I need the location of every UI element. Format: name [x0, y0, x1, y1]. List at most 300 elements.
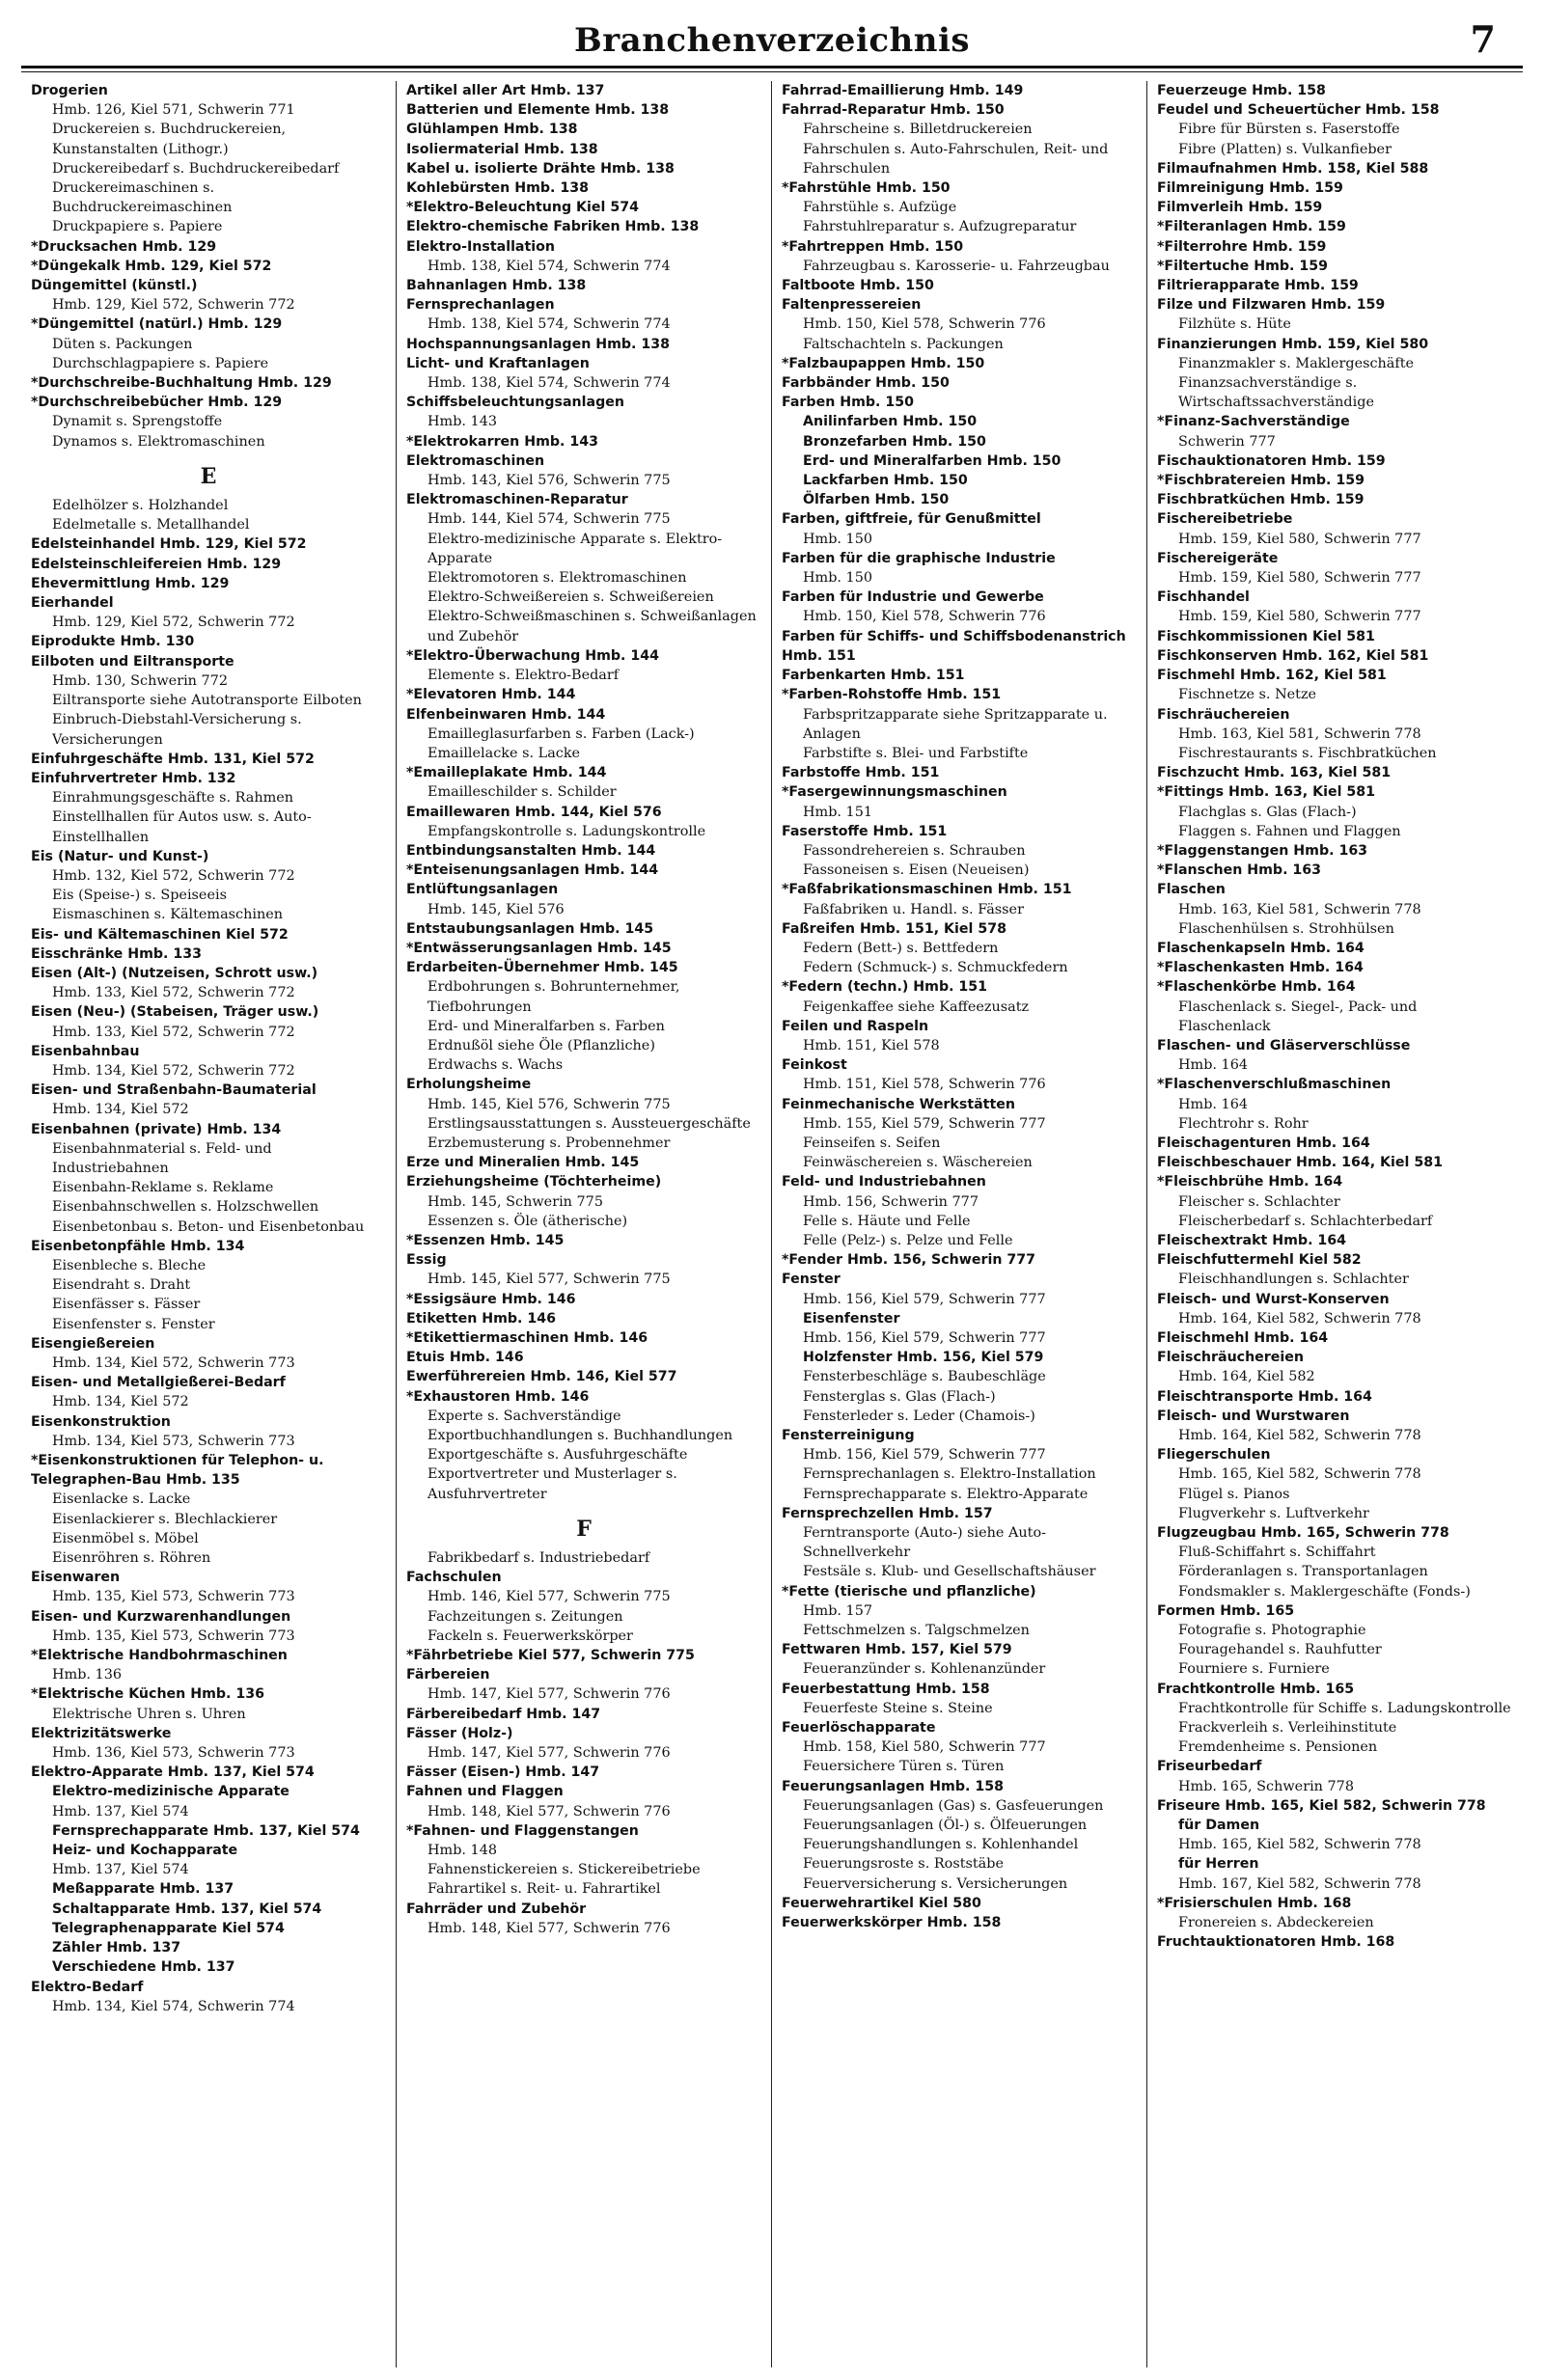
entry-detail: Hmb. 138, Kiel 574, Schwerin 774 [427, 316, 671, 333]
entry-detail: Fotografie s. Photographie [1178, 1623, 1366, 1639]
entry-heading: Elektro-Bedarf [31, 1979, 144, 1995]
entry-detail: Hmb. 164, Kiel 582, Schwerin 778 [1178, 1310, 1421, 1327]
entry-detail: Eismaschinen s. Kältemaschinen [52, 907, 284, 923]
entry-heading: Ewerführereien Hmb. 146, Kiel 577 [406, 1369, 677, 1385]
entry-detail: Felle s. Häute und Felle [803, 1213, 971, 1229]
entry-detail: Eisenbahnmaterial s. Feld- und Industriebahnen [52, 1140, 272, 1176]
entry-detail: Erstlingsausstattungen s. Aussteuergeschäfte [427, 1115, 751, 1132]
entry-heading: *Federn (techn.) Hmb. 151 [782, 979, 988, 996]
entry-heading: Fleischräuchereien [1157, 1350, 1305, 1366]
entry-heading: *Flanschen Hmb. 163 [1157, 862, 1322, 879]
entry-heading: Fleisch- und Wurst-Konserven [1157, 1291, 1390, 1307]
entry-heading: Feuerzeuge Hmb. 158 [1157, 83, 1326, 98]
entry-heading: Elfenbeinwaren Hmb. 144 [406, 706, 606, 723]
entry-detail: Hmb. 159, Kiel 580, Schwerin 777 [1178, 609, 1421, 625]
entry-heading: Farben für Schiffs- und Schiffsbodenanstrich Hmb. 151 [782, 628, 1126, 664]
entry-detail: Einrahmungsgeschäfte s. Rahmen [52, 790, 294, 807]
entry-detail: Eisendraht s. Draht [52, 1277, 191, 1294]
entry-detail: Frachtkontrolle für Schiffe s. Ladungskontrolle [1178, 1700, 1511, 1716]
entry-heading: Flugzeugbau Hmb. 165, Schwerin 778 [1157, 1525, 1449, 1542]
entry-heading: Farben, giftfreie, für Genußmittel [782, 511, 1041, 528]
entry-detail: Festsäle s. Klub- und Gesellschaftshäuser [803, 1564, 1096, 1580]
entry-heading: *Filterrohre Hmb. 159 [1157, 238, 1327, 255]
entry-heading: Emaillewaren Hmb. 144, Kiel 576 [406, 804, 662, 820]
entry-heading: *Fender Hmb. 156, Schwerin 777 [782, 1252, 1036, 1269]
entry-heading: *Etikettiermaschinen Hmb. 146 [406, 1330, 648, 1346]
entry-detail: Hmb. 134, Kiel 572, Schwerin 773 [52, 1355, 295, 1371]
entry-heading: Fischkommissionen Kiel 581 [1157, 628, 1375, 644]
entry-heading: Edelsteinhandel Hmb. 129, Kiel 572 [31, 536, 307, 553]
entry-detail: Hmb. 133, Kiel 572, Schwerin 772 [52, 985, 295, 1001]
entry-heading: Flaschen- und Gläserverschlüsse [1157, 1037, 1411, 1053]
entry-detail: Fleischerbedarf s. Schlachterbedarf [1178, 1213, 1433, 1229]
entry-heading: Fleischbeschauer Hmb. 164, Kiel 581 [1157, 1155, 1443, 1171]
entry-detail: Emailleglasurfarben s. Farben (Lack-) [427, 725, 695, 742]
entry-heading: Elektromaschinen [406, 452, 545, 469]
entry-subheading: für Herren [1178, 1856, 1259, 1873]
entry-detail: Hmb. 134, Kiel 574, Schwerin 774 [52, 1998, 295, 2014]
entry-detail: Eisenmöbel s. Möbel [52, 1530, 199, 1546]
entry-heading: *Flaschenkörbe Hmb. 164 [1157, 979, 1356, 996]
entry-heading: Eis- und Kältemaschinen Kiel 572 [31, 926, 289, 943]
entry-detail: Hmb. 164 [1178, 1096, 1249, 1112]
entry-heading: Filmverleih Hmb. 159 [1157, 200, 1323, 216]
entry-detail: Feinwäschereien s. Wäschereien [803, 1155, 1033, 1171]
entry-detail: Hmb. 148 [427, 1843, 498, 1859]
entry-detail: Hmb. 163, Kiel 581, Schwerin 778 [1178, 725, 1421, 742]
entry-heading: *Farben-Rohstoffe Hmb. 151 [782, 687, 1002, 703]
page-title: Branchenverzeichnis [573, 21, 971, 60]
column-3 [772, 81, 1147, 2367]
entry-detail: Experte s. Sachverständige [427, 1408, 621, 1424]
entry-detail: Fibre (Platten) s. Vulkanfieber [1178, 141, 1392, 157]
entry-detail: Farbspritzapparate siehe Spritzapparate u. Anlagen [803, 706, 1108, 742]
entry-detail: Edelhölzer s. Holzhandel [52, 498, 229, 514]
entry-heading: *Flaschenkasten Hmb. 164 [1157, 960, 1364, 976]
entry-heading: Kabel u. isolierte Drähte Hmb. 138 [406, 160, 675, 177]
entry-heading: Fahrräder und Zubehör [406, 1901, 587, 1917]
entry-heading: Elektro-Apparate Hmb. 137, Kiel 574 [31, 1764, 315, 1781]
entry-heading: Fleischtransporte Hmb. 164 [1157, 1388, 1372, 1405]
entry-detail: Eisenbleche s. Bleche [52, 1257, 207, 1273]
entry-detail: Fleischhandlungen s. Schlachter [1178, 1272, 1409, 1288]
entry-heading: Elektro-Installation [406, 238, 555, 255]
entry-subheading: Verschiedene Hmb. 137 [52, 1959, 235, 1976]
entry-heading: *Düngekalk Hmb. 129, Kiel 572 [31, 258, 272, 274]
entry-heading: Entbindungsanstalten Hmb. 144 [406, 842, 656, 859]
entry-heading: Fleischfuttermehl Kiel 582 [1157, 1252, 1362, 1269]
entry-detail: Fischnetze s. Netze [1178, 687, 1317, 703]
entry-detail: Hmb. 164, Kiel 582 [1178, 1369, 1315, 1385]
entry-heading: Eilboten und Eiltransporte [31, 653, 234, 670]
entry-detail: Fettschmelzen s. Talgschmelzen [803, 1623, 1030, 1639]
entry-detail: Eiltransporte siehe Autotransporte Eilboten [52, 693, 362, 709]
entry-heading: Etiketten Hmb. 146 [406, 1310, 556, 1327]
entry-detail: Fernsprechapparate s. Elektro-Apparate [803, 1486, 1089, 1502]
entry-detail: Hmb. 137, Kiel 574 [52, 1803, 189, 1819]
entry-subheading: Ölfarben Hmb. 150 [803, 492, 950, 508]
entry-subheading: Anilinfarben Hmb. 150 [803, 414, 978, 430]
entry-heading: Fischhandel [1157, 589, 1250, 606]
entry-subheading: für Damen [1178, 1818, 1260, 1834]
entry-heading: Fischräuchereien [1157, 706, 1290, 723]
entry-heading: Fettwaren Hmb. 157, Kiel 579 [782, 1642, 1012, 1658]
entry-heading: Filze und Filzwaren Hmb. 159 [1157, 297, 1386, 314]
entry-detail: Hmb. 165, Schwerin 778 [1178, 1778, 1354, 1794]
entry-detail: Dynamos s. Elektromaschinen [52, 433, 265, 450]
entry-detail: Hmb. 137, Kiel 574 [52, 1862, 189, 1878]
entry-heading: Eis (Natur- und Kunst-) [31, 848, 209, 864]
entry-heading: *Elevatoren Hmb. 144 [406, 687, 576, 703]
entry-heading: Fischmehl Hmb. 162, Kiel 581 [1157, 668, 1387, 684]
entry-heading: Fernsprechzellen Hmb. 157 [782, 1505, 993, 1521]
entry-detail: Hmb. 157 [803, 1602, 873, 1619]
entry-detail: Fremdenheime s. Pensionen [1178, 1739, 1378, 1756]
entry-detail: Feigenkaffee siehe Kaffeezusatz [803, 999, 1030, 1015]
entry-detail: Hmb. 135, Kiel 573, Schwerin 773 [52, 1628, 295, 1644]
entry-detail: Feuerfeste Steine s. Steine [803, 1700, 993, 1716]
entry-detail: Emaillelacke s. Lacke [427, 745, 581, 761]
entry-heading: Fischbratküchen Hmb. 159 [1157, 492, 1365, 508]
entry-detail: Erdbohrungen s. Bohrunternehmer, Tiefbohrungen [427, 979, 680, 1015]
entry-heading: *Durchschreibebücher Hmb. 129 [31, 395, 283, 411]
entry-detail: Dynamit s. Sprengstoffe [52, 414, 223, 430]
entry-heading: Fliegerschulen [1157, 1447, 1271, 1464]
entry-detail: Schwerin 777 [1178, 433, 1276, 450]
entry-detail: Hmb. 134, Kiel 572 [52, 1394, 189, 1410]
entry-heading: Entlüftungsanlagen [406, 882, 559, 898]
entry-detail: Flaschenhülsen s. Strohhülsen [1178, 920, 1394, 937]
entry-detail: Eisenbetonbau s. Beton- und Eisenbetonbau [52, 1218, 365, 1235]
entry-detail: Hmb. 167, Kiel 582, Schwerin 778 [1178, 1875, 1421, 1892]
entry-detail: Hmb. 156, Kiel 579, Schwerin 777 [803, 1447, 1046, 1464]
entry-heading: *Faßfabrikationsmaschinen Hmb. 151 [782, 882, 1072, 898]
entry-detail: Feueranzünder s. Kohlenanzünder [803, 1661, 1046, 1678]
entry-detail: Hmb. 151, Kiel 578, Schwerin 776 [803, 1077, 1046, 1093]
entry-heading: Eisen (Alt-) (Nutzeisen, Schrott usw.) [31, 965, 318, 981]
entry-detail: Fluß-Schiffahrt s. Schiffahrt [1178, 1545, 1376, 1561]
entry-heading: Farben Hmb. 150 [782, 395, 915, 411]
entry-heading: Filtrierapparate Hmb. 159 [1157, 278, 1359, 294]
entry-heading: Kohlebürsten Hmb. 138 [406, 180, 589, 197]
entry-detail: Hmb. 165, Kiel 582, Schwerin 778 [1178, 1466, 1421, 1483]
entry-heading: *Emailleplakate Hmb. 144 [406, 765, 607, 781]
entry-heading: Fernsprechanlagen [406, 297, 555, 314]
entry-heading: Einfuhrvertreter Hmb. 132 [31, 770, 236, 786]
entry-heading: Fischkonserven Hmb. 162, Kiel 581 [1157, 647, 1429, 664]
entry-detail: Hmb. 138, Kiel 574, Schwerin 774 [427, 258, 671, 274]
entry-heading: Elektromaschinen-Reparatur [406, 492, 628, 508]
column-1 [21, 81, 397, 2367]
entry-detail: Fahrartikel s. Reit- u. Fahrartikel [427, 1881, 661, 1898]
entry-heading: *Durchschreibe-Buchhaltung Hmb. 129 [31, 375, 332, 392]
entry-heading: Eisenbetonpfähle Hmb. 134 [31, 1238, 245, 1254]
entry-heading: Fischauktionatoren Hmb. 159 [1157, 452, 1386, 469]
entry-detail: Flaschenlack s. Siegel-, Pack- und Flaschenlack [1178, 999, 1418, 1034]
entry-detail: Feuersichere Türen s. Türen [803, 1759, 1005, 1775]
entry-subheading: Eisenfenster [803, 1310, 900, 1327]
entry-heading: Eisschränke Hmb. 133 [31, 945, 202, 962]
entry-heading: Fahrrad-Emaillierung Hmb. 149 [782, 83, 1024, 98]
entry-heading: Erholungsheime [406, 1077, 532, 1093]
entry-subheading: Schaltapparate Hmb. 137, Kiel 574 [52, 1901, 322, 1917]
entry-heading: *Fasergewinnungsmaschinen [782, 784, 1007, 801]
entry-heading: Eisenbahnbau [31, 1043, 140, 1059]
entry-detail: Exportvertreter und Musterlager s. Ausfuhrvertreter [427, 1466, 677, 1502]
entry-detail: Fackeln s. Feuerwerkskörper [427, 1628, 633, 1644]
entry-heading: Edelsteinschleifereien Hmb. 129 [31, 556, 282, 572]
entry-heading: *Fährbetriebe Kiel 577, Schwerin 775 [406, 1648, 695, 1664]
entry-detail: Federn (Schmuck-) s. Schmuckfedern [803, 960, 1068, 976]
entry-heading: Flaschenkapseln Hmb. 164 [1157, 940, 1365, 956]
entry-heading: Hochspannungsanlagen Hmb. 138 [406, 336, 670, 352]
entry-detail: Hmb. 129, Kiel 572, Schwerin 772 [52, 615, 295, 631]
entry-detail: Flechtrohr s. Rohr [1178, 1115, 1309, 1132]
entry-heading: *Finanz-Sachverständige [1157, 414, 1350, 430]
entry-heading: Eierhandel [31, 595, 114, 612]
entry-detail: Einstellhallen für Autos usw. s. Auto-Einstellhallen [52, 809, 312, 845]
entry-detail: Fahrschulen s. Auto-Fahrschulen, Reit- und Fahrschulen [803, 141, 1109, 177]
entry-heading: *Entwässerungsanlagen Hmb. 145 [406, 940, 672, 956]
entry-detail: Flaggen s. Fahnen und Flaggen [1178, 823, 1401, 839]
entry-heading: Eisen (Neu-) (Stabeisen, Träger usw.) [31, 1004, 319, 1021]
entry-heading: *Fischbratereien Hmb. 159 [1157, 473, 1365, 489]
entry-detail: Eisenbahn-Reklame s. Reklame [52, 1180, 274, 1196]
entry-heading: *Filtertuche Hmb. 159 [1157, 258, 1328, 274]
entry-heading: *Elektro-Beleuchtung Kiel 574 [406, 200, 639, 216]
entry-detail: Edelmetalle s. Metallhandel [52, 517, 250, 533]
entry-heading: Farbbänder Hmb. 150 [782, 375, 950, 392]
entry-detail: Fourniere s. Furniere [1178, 1661, 1330, 1678]
entry-heading: Fischzucht Hmb. 163, Kiel 581 [1157, 765, 1392, 781]
entry-heading: *Falzbaupappen Hmb. 150 [782, 355, 985, 371]
entry-detail: Hmb. 156, Kiel 579, Schwerin 777 [803, 1291, 1046, 1307]
entry-detail: Hmb. 156, Kiel 579, Schwerin 777 [803, 1330, 1046, 1346]
entry-subheading: Telegraphenapparate Kiel 574 [52, 1920, 285, 1936]
entry-detail: Druckereimaschinen s. Buchdruckereimaschinen [52, 180, 233, 216]
entry-detail: Feuerversicherung s. Versicherungen [803, 1875, 1068, 1892]
entry-detail: Hmb. 129, Kiel 572, Schwerin 772 [52, 297, 295, 314]
entry-detail: Fahrstühle s. Aufzüge [803, 200, 957, 216]
entry-heading: *Exhaustoren Hmb. 146 [406, 1388, 590, 1405]
entry-subheading: Lackfarben Hmb. 150 [803, 473, 968, 489]
entry-detail: Eisenlacke s. Lacke [52, 1491, 191, 1508]
entry-heading: Flaschen [1157, 882, 1226, 898]
entry-heading: Licht- und Kraftanlagen [406, 355, 590, 371]
entry-detail: Exportgeschäfte s. Ausfuhrgeschäfte [427, 1447, 688, 1464]
entry-heading: Glühlampen Hmb. 138 [406, 122, 578, 138]
entry-detail: Erd- und Mineralfarben s. Farben [427, 1018, 665, 1034]
entry-detail: Hmb. 164 [1178, 1057, 1249, 1074]
entry-detail: Fahrzeugbau s. Karosserie- u. Fahrzeugbau [803, 258, 1110, 274]
entry-detail: Hmb. 163, Kiel 581, Schwerin 778 [1178, 901, 1421, 917]
entry-heading: Feinmechanische Werkstätten [782, 1096, 1015, 1112]
entry-detail: Hmb. 145, Kiel 577, Schwerin 775 [427, 1272, 671, 1288]
entry-heading: Fischereibetriebe [1157, 511, 1293, 528]
entry-heading: Eisen- und Kurzwarenhandlungen [31, 1608, 291, 1625]
entry-heading: Finanzierungen Hmb. 159, Kiel 580 [1157, 336, 1429, 352]
entry-detail: Hmb. 138, Kiel 574, Schwerin 774 [427, 375, 671, 392]
entry-heading: Fässer (Holz-) [406, 1725, 513, 1741]
entry-heading: Feinkost [782, 1057, 847, 1074]
entry-heading: *Essenzen Hmb. 145 [406, 1232, 565, 1248]
entry-detail: Faßfabriken u. Handl. s. Fässer [803, 901, 1024, 917]
entry-detail: Feuerungsanlagen (Öl-) s. Ölfeuerungen [803, 1818, 1088, 1834]
entry-detail: Hmb. 148, Kiel 577, Schwerin 776 [427, 1920, 671, 1936]
entry-detail: Druckereien s. Buchdruckereien, Kunstanstalten (Lithogr.) [52, 122, 287, 157]
entry-detail: Exportbuchhandlungen s. Buchhandlungen [427, 1428, 733, 1444]
entry-detail: Hmb. 148, Kiel 577, Schwerin 776 [427, 1803, 671, 1819]
entry-detail: Förderanlagen s. Transportanlagen [1178, 1564, 1428, 1580]
entry-detail: Hmb. 156, Schwerin 777 [803, 1193, 979, 1210]
entry-heading: Filmreinigung Hmb. 159 [1157, 180, 1343, 197]
entry-heading: Feuerlöschapparate [782, 1720, 936, 1737]
entry-heading: Elektrizitätswerke [31, 1725, 172, 1741]
entry-heading: Isoliermaterial Hmb. 138 [406, 141, 598, 157]
entry-detail: Hmb. 136 [52, 1667, 123, 1683]
column-2 [397, 81, 772, 2367]
entry-detail: Hmb. 159, Kiel 580, Schwerin 777 [1178, 570, 1421, 587]
entry-detail: Fachzeitungen s. Zeitungen [427, 1608, 623, 1625]
entry-heading: *Filteranlagen Hmb. 159 [1157, 219, 1346, 235]
entry-heading: Faßreifen Hmb. 151, Kiel 578 [782, 920, 1006, 937]
entry-detail: Emailleschilder s. Schilder [427, 784, 617, 801]
entry-heading: *Elektrische Küchen Hmb. 136 [31, 1686, 264, 1703]
entry-detail: Fensterbeschläge s. Baubeschläge [803, 1369, 1046, 1385]
entry-detail: Hmb. 150, Kiel 578, Schwerin 776 [803, 316, 1046, 333]
entry-detail: Eisenfässer s. Fässer [52, 1297, 201, 1313]
entry-detail: Elektro-Schweißereien s. Schweißereien [427, 589, 714, 606]
entry-detail: Essenzen s. Öle (ätherische) [427, 1213, 628, 1229]
entry-heading: Fahrrad-Reparatur Hmb. 150 [782, 102, 1005, 119]
entry-detail: Fensterleder s. Leder (Chamois-) [803, 1408, 1035, 1424]
entry-detail: Hmb. 145, Kiel 576, Schwerin 775 [427, 1096, 671, 1112]
header-rule-thin [21, 71, 1523, 72]
entry-heading: *Flaschenverschlußmaschinen [1157, 1077, 1392, 1093]
entry-detail: Fahrscheine s. Billetdruckereien [803, 122, 1033, 138]
entry-subheading: Holzfenster Hmb. 156, Kiel 579 [803, 1350, 1044, 1366]
entry-heading: Düngemittel (künstl.) [31, 278, 198, 294]
entry-heading: Elektro-chemische Fabriken Hmb. 138 [406, 219, 700, 235]
entry-detail: Fondsmakler s. Maklergeschäfte (Fonds-) [1178, 1583, 1471, 1600]
entry-detail: Einbruch-Diebstahl-Versicherung s. Versicherungen [52, 712, 302, 748]
entry-detail: Federn (Bett-) s. Bettfedern [803, 940, 999, 956]
entry-heading: *Elektrische Handbohrmaschinen [31, 1648, 288, 1664]
entry-heading: Fischereigeräte [1157, 550, 1279, 566]
entry-heading: Feld- und Industriebahnen [782, 1174, 986, 1190]
entry-heading: Friseurbedarf [1157, 1759, 1262, 1775]
entry-detail: Hmb. 126, Kiel 571, Schwerin 771 [52, 102, 295, 119]
entry-heading: Eisengießereien [31, 1335, 155, 1352]
entry-subheading: Bronzefarben Hmb. 150 [803, 433, 986, 450]
entry-heading: *Fahnen- und Flaggenstangen [406, 1822, 639, 1839]
entry-heading: Fenster [782, 1272, 841, 1288]
entry-heading: Eisenbahnen (private) Hmb. 134 [31, 1121, 282, 1137]
entry-heading: Faltboote Hmb. 150 [782, 278, 934, 294]
entry-heading: *Eisenkonstruktionen für Telephon- u. Telegraphen-Bau Hmb. 135 [31, 1453, 324, 1489]
entry-heading: Fleisch- und Wurstwaren [1157, 1408, 1350, 1424]
entry-heading: *Elektrokarren Hmb. 143 [406, 433, 598, 450]
entry-detail: Hmb. 130, Schwerin 772 [52, 672, 228, 689]
entry-detail: Hmb. 134, Kiel 572 [52, 1102, 189, 1118]
entry-heading: *Drucksachen Hmb. 129 [31, 238, 217, 255]
entry-heading: Färbereibedarf Hmb. 147 [406, 1706, 601, 1722]
entry-heading: Essig [406, 1252, 447, 1269]
entry-detail: Fassoneisen s. Eisen (Neueisen) [803, 862, 1030, 879]
entry-heading: Batterien und Elemente Hmb. 138 [406, 102, 670, 119]
entry-heading: Friseure Hmb. 165, Kiel 582, Schwerin 778 [1157, 1797, 1486, 1814]
entry-detail: Fibre für Bürsten s. Faserstoffe [1178, 122, 1400, 138]
entry-heading: Artikel aller Art Hmb. 137 [406, 83, 605, 98]
entry-detail: Hmb. 136, Kiel 573, Schwerin 773 [52, 1745, 295, 1762]
entry-subheading: Heiz- und Kochapparate [52, 1843, 238, 1859]
entry-subheading: Elektro-medizinische Apparate [52, 1784, 290, 1800]
entry-heading: Eisen- und Straßenbahn-Baumaterial [31, 1082, 317, 1099]
entry-heading: *Frisierschulen Hmb. 168 [1157, 1895, 1352, 1911]
entry-heading: *Essigsäure Hmb. 146 [406, 1291, 576, 1307]
entry-heading: Etuis Hmb. 146 [406, 1350, 524, 1366]
entry-heading: Färbereien [406, 1667, 490, 1683]
entry-heading: Farbstoffe Hmb. 151 [782, 765, 940, 781]
entry-detail: Hmb. 143 [427, 414, 498, 430]
entry-heading: *Flaggenstangen Hmb. 163 [1157, 842, 1368, 859]
entry-detail: Fensterglas s. Glas (Flach-) [803, 1388, 996, 1405]
directory-columns [21, 81, 1523, 2367]
entry-detail: Fahnenstickereien s. Stickereibetriebe [427, 1862, 701, 1878]
entry-heading: Entstaubungsanlagen Hmb. 145 [406, 920, 654, 937]
entry-heading: Filmaufnahmen Hmb. 158, Kiel 588 [1157, 160, 1429, 177]
entry-detail: Hmb. 151, Kiel 578 [803, 1037, 940, 1053]
entry-heading: Feuerbestattung Hmb. 158 [782, 1681, 990, 1697]
entry-heading: Fleischagenturen Hmb. 164 [1157, 1135, 1370, 1151]
entry-detail: Hmb. 133, Kiel 572, Schwerin 772 [52, 1024, 295, 1040]
entry-heading: Ehevermittlung Hmb. 129 [31, 575, 230, 591]
entry-heading: Eisen- und Metallgießerei-Bedarf [31, 1375, 286, 1391]
entry-heading: Farbenkarten Hmb. 151 [782, 668, 965, 684]
entry-heading: *Elektro-Überwachung Hmb. 144 [406, 647, 659, 664]
entry-detail: Feuerungsanlagen (Gas) s. Gasfeuerungen [803, 1797, 1104, 1814]
entry-detail: Hmb. 144, Kiel 574, Schwerin 775 [427, 511, 671, 528]
entry-detail: Faltschachteln s. Packungen [803, 336, 1004, 352]
entry-detail: Feinseifen s. Seifen [803, 1135, 941, 1151]
entry-heading: Fensterreinigung [782, 1428, 915, 1444]
entry-subheading: Zähler Hmb. 137 [52, 1940, 181, 1956]
entry-heading: Eisenwaren [31, 1570, 121, 1586]
entry-heading: Fleischmehl Hmb. 164 [1157, 1330, 1329, 1346]
entry-heading: Faserstoffe Hmb. 151 [782, 823, 948, 839]
entry-detail: Elektro-medizinische Apparate s. Elektro-Apparate [427, 531, 723, 566]
entry-detail: Fabrikbedarf s. Industriebedarf [427, 1550, 650, 1567]
entry-heading: Drogerien [31, 83, 108, 98]
entry-detail: Flügel s. Pianos [1178, 1486, 1290, 1502]
entry-detail: Fahrstuhlreparatur s. Aufzugreparatur [803, 219, 1077, 235]
entry-detail: Feuerungsroste s. Roststäbe [803, 1856, 1004, 1873]
entry-detail: Erzbemusterung s. Probennehmer [427, 1135, 671, 1151]
entry-heading: Farben für Industrie und Gewerbe [782, 589, 1044, 606]
letter-heading: E [200, 463, 217, 489]
entry-detail: Druckpapiere s. Papiere [52, 219, 223, 235]
entry-heading: Eisenkonstruktion [31, 1413, 171, 1430]
entry-heading: *Fittings Hmb. 163, Kiel 581 [1157, 784, 1376, 801]
entry-detail: Elemente s. Elektro-Bedarf [427, 668, 620, 684]
entry-detail: Elektro-Schweißmaschinen s. Schweißanlagen und Zubehör [427, 609, 757, 644]
entry-detail: Hmb. 165, Kiel 582, Schwerin 778 [1178, 1837, 1421, 1853]
entry-detail: Felle (Pelz-) s. Pelze und Felle [803, 1232, 1013, 1248]
entry-detail: Frackverleih s. Verleihinstitute [1178, 1720, 1397, 1737]
entry-detail: Hmb. 145, Schwerin 775 [427, 1193, 603, 1210]
entry-detail: Hmb. 150 [803, 570, 873, 587]
entry-heading: Einfuhrgeschäfte Hmb. 131, Kiel 572 [31, 751, 315, 767]
